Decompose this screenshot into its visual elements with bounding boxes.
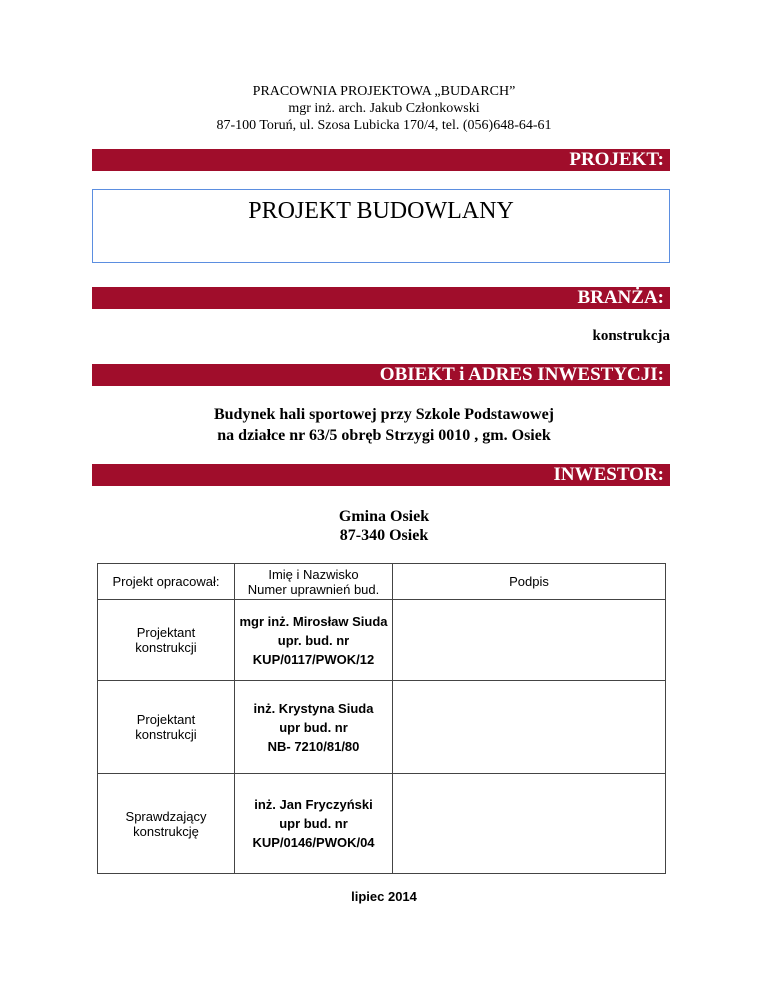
role-line-1: Projektant xyxy=(136,625,196,640)
projekt-section-bar: PROJEKT: xyxy=(92,149,670,171)
table-header-row xyxy=(98,564,666,600)
obiekt-line-1: Budynek hali sportowej przy Szkole Podstawowej xyxy=(213,406,554,423)
role-cell xyxy=(98,681,235,774)
license-line-2: KUP/0146/PWOK/04 xyxy=(252,835,375,850)
role-line-2: konstrukcję xyxy=(133,823,199,839)
license-line-1: upr. bud. nr xyxy=(277,632,350,648)
table-row xyxy=(98,681,666,774)
branza-section-bar: BRANŻA: xyxy=(92,287,670,309)
role-line-2: konstrukcji xyxy=(135,640,197,655)
signature-table xyxy=(97,563,666,874)
name-cell xyxy=(235,774,393,874)
role-line-1: Sprawdzający xyxy=(125,808,207,824)
role-line-2: konstrukcji xyxy=(135,727,197,742)
obiekt-line-2: na działce nr 63/5 obręb Strzygi 0010 , gm. Osiek xyxy=(217,427,551,444)
header-name-line-1: Imię i Nazwisko xyxy=(268,566,359,582)
header-cell-role: Projekt opracował: xyxy=(98,564,235,600)
projekt-title: PROJEKT BUDOWLANY xyxy=(248,198,514,224)
license-line-2: KUP/0117/PWOK/12 xyxy=(252,651,375,667)
role-cell xyxy=(98,774,235,874)
header-name-line-2: Numer uprawnień bud. xyxy=(247,581,380,597)
document-date: lipiec 2014 xyxy=(351,889,417,904)
license-line-1: upr bud. nr xyxy=(279,816,348,831)
inwestor-line-2: 87-340 Osiek xyxy=(339,527,429,544)
person-name: inż. Krystyna Siuda xyxy=(253,700,374,716)
license-line-1: upr bud. nr xyxy=(279,719,348,735)
inwestor-section-bar: INWESTOR: xyxy=(92,464,670,486)
person-name: mgr inż. Mirosław Siuda xyxy=(239,613,388,629)
header-cell-name xyxy=(235,564,393,600)
name-cell xyxy=(235,600,393,681)
header-cell-signature: Podpis xyxy=(393,564,666,600)
table-row xyxy=(98,774,666,874)
role-cell xyxy=(98,600,235,681)
table-row xyxy=(98,600,666,681)
license-line-2: NB- 7210/81/80 xyxy=(267,738,360,754)
name-cell xyxy=(235,681,393,774)
company-person: mgr inż. arch. Jakub Członkowski xyxy=(288,101,480,116)
obiekt-section-bar: OBIEKT i ADRES INWESTYCJI: xyxy=(92,364,670,386)
projekt-box xyxy=(92,189,670,263)
signature-cell[interactable] xyxy=(393,600,666,681)
branza-value: konstrukcja xyxy=(592,328,670,344)
signature-cell[interactable] xyxy=(393,681,666,774)
company-address: 87-100 Toruń, ul. Szosa Lubicka 170/4, tel. (056)648-64-61 xyxy=(216,118,552,133)
role-line-1: Projektant xyxy=(136,712,196,727)
person-name: inż. Jan Fryczyński xyxy=(254,797,373,812)
inwestor-line-1: Gmina Osiek xyxy=(338,508,430,525)
signature-cell[interactable] xyxy=(393,774,666,874)
company-name: PRACOWNIA PROJEKTOWA „BUDARCH” xyxy=(252,84,516,99)
